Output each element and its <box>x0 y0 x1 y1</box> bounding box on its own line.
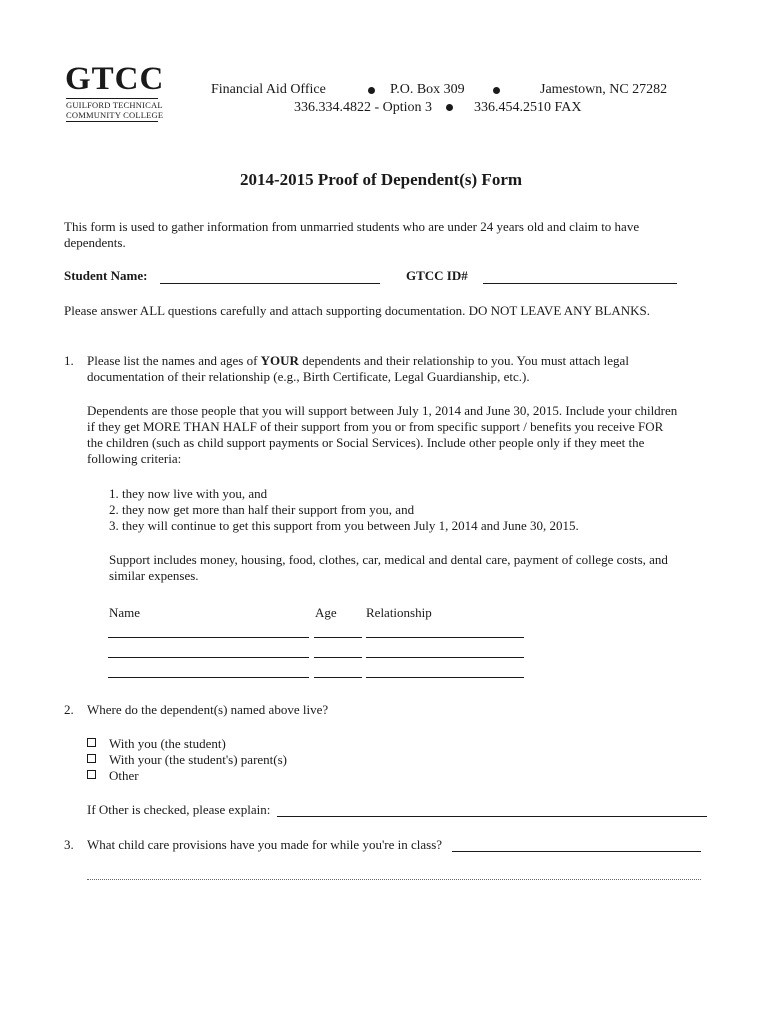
q1-text: documentation of their relationship (e.g., Birth Certificate, Legal Guardianship, etc.). <box>87 369 530 384</box>
checkbox[interactable] <box>87 770 96 779</box>
dependent-age-field[interactable] <box>314 677 362 678</box>
intro-text: dependents. <box>64 235 126 250</box>
dependent-relationship-field[interactable] <box>366 657 524 658</box>
criteria-item: 2. they now get more than half their support from you, and <box>109 502 415 517</box>
option-label: Other <box>109 768 139 783</box>
dependent-age-field[interactable] <box>314 637 362 638</box>
dependents-definition: if they get MORE THAN HALF of their support from you or from specific support / benefits you receive FOR <box>87 419 664 434</box>
dependent-relationship-field[interactable] <box>366 637 524 638</box>
column-header-age: Age <box>315 605 337 620</box>
q2-text: Where do the dependent(s) named above live? <box>87 702 329 717</box>
gtcc-id-label: GTCC ID# <box>406 268 468 283</box>
question-number: 1. <box>64 353 74 368</box>
criteria-item: 3. they will continue to get this support from you between July 1, 2014 and June 30, 2015. <box>109 518 579 533</box>
logo-name: GTCC <box>65 61 165 97</box>
logo-subtitle-2: COMMUNITY COLLEGE <box>66 110 164 120</box>
child-care-field[interactable] <box>452 851 701 852</box>
explain-field[interactable] <box>277 816 707 817</box>
q1-text: Please list the names and ages of YOUR dependents and their relationship to you. You must attach legal <box>87 353 629 368</box>
dependent-name-field[interactable] <box>108 677 309 678</box>
instructions: Please answer ALL questions carefully and attach supporting documentation. DO NOT LEAVE ANY BLANKS. <box>64 303 650 318</box>
column-header-name: Name <box>109 605 141 620</box>
support-definition: similar expenses. <box>109 568 199 583</box>
form-title: 2014-2015 Proof of Dependent(s) Form <box>240 170 523 189</box>
explain-label: If Other is checked, please explain: <box>87 802 271 817</box>
student-name-label: Student Name: <box>64 268 148 283</box>
logo-subtitle-1: GUILFORD TECHNICAL <box>66 100 163 110</box>
intro-text: This form is used to gather information from unmarried students who are under 24 years old and claim to have <box>64 219 640 234</box>
column-header-relationship: Relationship <box>366 605 432 620</box>
header-phone: 336.334.4822 - Option 3 <box>294 100 433 115</box>
question-number: 3. <box>64 837 74 852</box>
dependents-definition: following criteria: <box>87 451 182 466</box>
header-pobox: P.O. Box 309 <box>390 82 465 97</box>
bullet-icon <box>493 87 500 94</box>
dependent-age-field[interactable] <box>314 657 362 658</box>
q3-text: What child care provisions have you made for while you're in class? <box>87 837 443 852</box>
bullet-icon <box>368 87 375 94</box>
support-definition: Support includes money, housing, food, clothes, car, medical and dental care, payment of college costs, and <box>109 552 668 567</box>
header-office: Financial Aid Office <box>211 82 326 97</box>
question-number: 2. <box>64 702 74 717</box>
dependents-definition: the children (such as child support payments or Social Services). Include other people only if they meet the <box>87 435 645 450</box>
option-label: With you (the student) <box>109 736 226 751</box>
criteria-item: 1. they now live with you, and <box>109 486 268 501</box>
student-name-field[interactable] <box>160 283 380 284</box>
dependent-name-field[interactable] <box>108 657 309 658</box>
checkbox[interactable] <box>87 754 96 763</box>
gtcc-id-field[interactable] <box>483 283 677 284</box>
bullet-icon <box>446 104 453 111</box>
child-care-field-continued[interactable] <box>87 879 701 880</box>
dependent-name-field[interactable] <box>108 637 309 638</box>
option-label: With your (the student's) parent(s) <box>109 752 287 767</box>
checkbox[interactable] <box>87 738 96 747</box>
header-fax: 336.454.2510 FAX <box>474 100 582 115</box>
header-city: Jamestown, NC 27282 <box>540 82 668 97</box>
dependent-relationship-field[interactable] <box>366 677 524 678</box>
logo-divider-bottom <box>66 121 158 122</box>
dependents-definition: Dependents are those people that you will support between July 1, 2014 and June 30, 2015. Include your children <box>87 403 678 418</box>
logo-divider <box>66 98 158 99</box>
